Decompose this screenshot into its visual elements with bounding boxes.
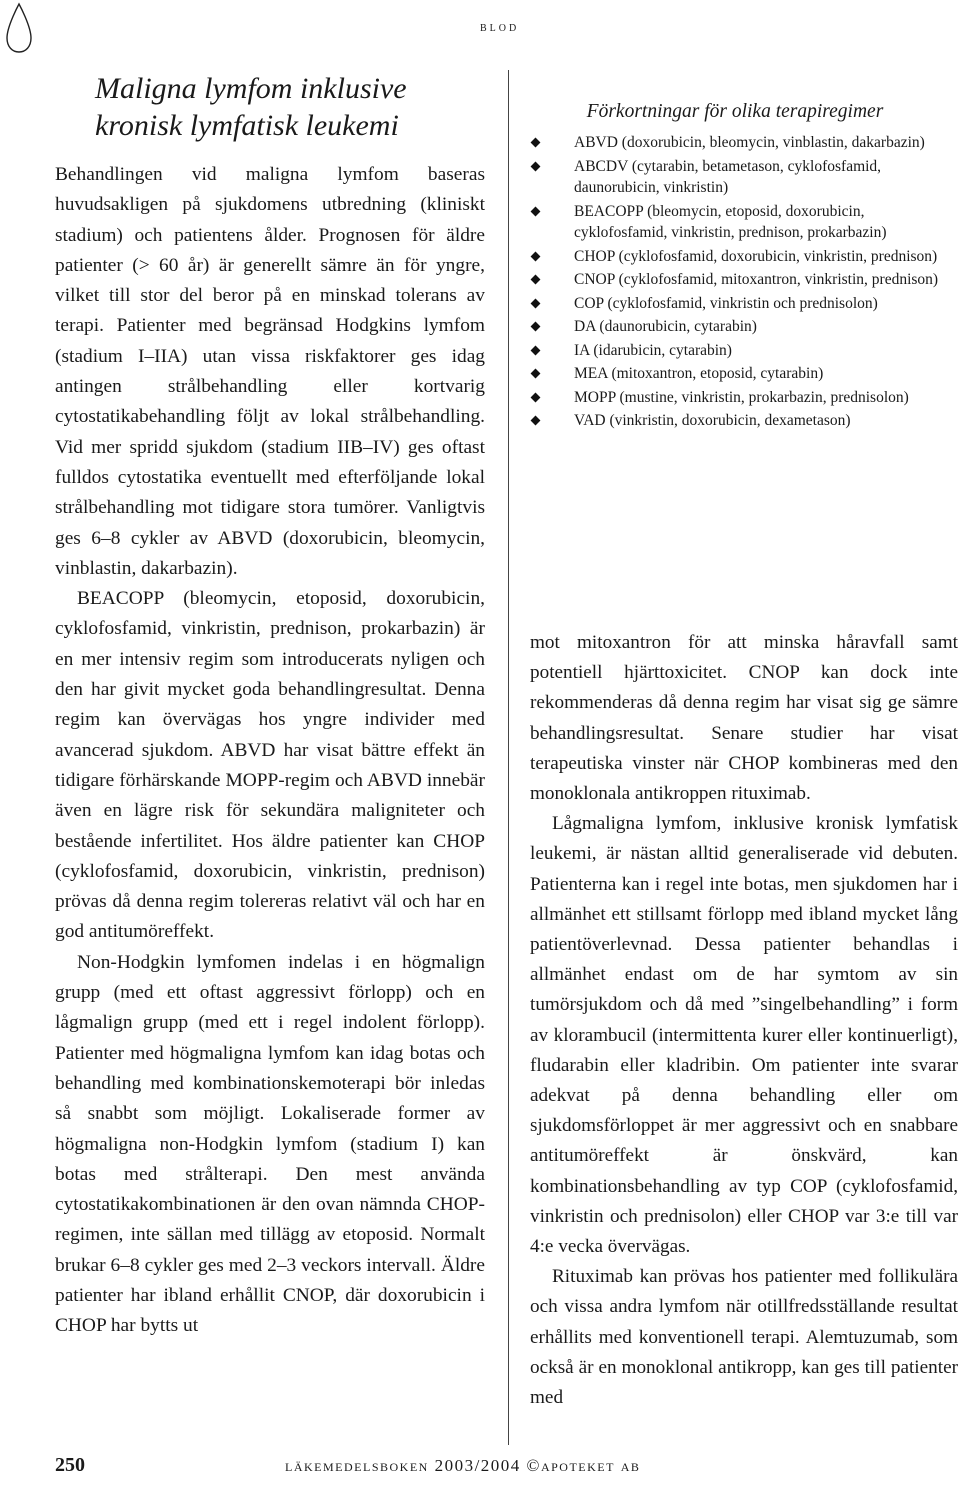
- list-item-text: MOPP (mustine, vinkristin, prokarbazin, prednisolon): [574, 388, 909, 406]
- diamond-icon: [531, 138, 541, 148]
- list-item: [530, 156, 940, 199]
- publication-credit: läkemedelsboken 2003/2004 ©apoteket ab: [285, 1456, 641, 1475]
- diamond-icon: [531, 161, 541, 171]
- body-paragraph: BEACOPP (bleomycin, etoposid, doxorubicin, cyklofosfamid, vinkristin, prednison, prokarbazin) är en mer intensiv regim som introducerats nyligen och den har givit mycket goda behandlingresultat. Denna regim kan övervägas hos yngre individer med avancerad sjukdom. ABVD har visat bättre effekt än tidigare förhärskande MOPP-regim och ABVD innebär även en lägre risk för sekundära maligniteter och bestående infertilitet. Hos äldre patienter kan CHOP (cyklofosfamid, doxorubicin, vinkristin, prednison) prövas då denna regim tolereras relativt väl och har en god antitumöreffekt.: [55, 588, 485, 943]
- list-item: [530, 363, 940, 385]
- section-title: [95, 70, 485, 144]
- diamond-icon: [531, 251, 541, 261]
- abbreviations-title: Förkortningar för olika terapiregimer: [586, 101, 884, 122]
- list-item-text: ABCDV (cytarabin, betametason, cyklofosfamid, daunorubicin, vinkristin): [574, 157, 882, 196]
- list-item-text: IA (idarubicin, cytarabin): [574, 341, 732, 359]
- diamond-icon: [531, 298, 541, 308]
- section-title-line-2: kronisk lymfatisk leukemi: [95, 109, 399, 142]
- right-column: [530, 628, 958, 1413]
- page-footer: [0, 1454, 960, 1482]
- page-number: 250: [55, 1454, 85, 1476]
- list-item-text: DA (daunorubicin, cytarabin): [574, 318, 757, 335]
- list-item: [530, 293, 940, 315]
- body-paragraph: Rituximab kan prövas hos patienter med follikulära och vissa andra lymfom när otillfredsställande resultat erhållits med konventionell terapi. Alemtuzumab, som också är en monoklonal antikropp, kan ges till patienter med: [530, 1266, 958, 1409]
- list-item: [530, 246, 940, 268]
- diamond-icon: [531, 322, 541, 332]
- list-item: [530, 340, 940, 362]
- section-title-line-1: Maligna lymfom inklusive: [95, 72, 407, 105]
- list-item-text: COP (cyklofosfamid, vinkristin och prednisolon): [574, 294, 878, 312]
- list-item-text: CHOP (cyklofosfamid, doxorubicin, vinkristin, prednison): [574, 247, 938, 265]
- list-item: [530, 132, 940, 154]
- diamond-icon: [531, 416, 541, 426]
- body-paragraph: Non-Hodgkin lymfomen indelas i en högmalign grupp (med ett oftast aggressivt förlopp) och en lågmalign grupp (med ett i regel indolent förlopp). Patienter med högmaligna lymfom kan idag botas och behandling med kombinationskemoterapi bör inledas så snabbt som möjligt. Lokaliserade former av högmaligna non-Hodgkin lymfom (stadium I) kan botas med strålterapi. Den mest använda cytostatikakombinationen är den ovan nämnda CHOP-regimen, inte sällan med tillägg av etoposid. Normalt brukar 6–8 cykler ges med 2–3 veckors intervall. Äldre patienter har ibland erhållit CNOP, där doxorubicin i CHOP har bytts ut: [55, 951, 485, 1337]
- running-head: blod: [480, 20, 520, 35]
- column-divider: [508, 70, 509, 1445]
- list-item: [530, 387, 940, 409]
- list-item: [530, 316, 940, 338]
- body-paragraph: mot mitoxantron för att minska håravfall samt potentiell hjärttoxicitet. CNOP kan dock inte rekommenderas då denna regim har visat sig ge sämre behandlingsresultat. Senare studier har visat terapeutiska vinster när CHOP kombineras med den monoklonala antikroppen rituximab.: [530, 632, 958, 805]
- list-item: [530, 410, 940, 432]
- list-item-text: VAD (vinkristin, doxorubicin, dexametason): [574, 412, 851, 429]
- body-paragraph: Lågmaligna lymfom, inklusive kronisk lymfatisk leukemi, är nästan alltid generaliserade vid debuten. Patienterna kan i regel inte botas, men sjukdomen har i allmänhet ett stillsamt förlopp med ibland mycket lång patientöverlevnad. Dessa patienter behandlas i allmänhet endast om de har symtom av sin tumörsjukdom och då med ”singelbehandling” i form av klorambucil (intermittenta kurer eller kontinuerligt), fludarabin eller kladribin. Om patienter inte svarar adekvat på denna behandling eller om sjukdomsförloppet är mer aggressivt och en snabbare antitumöreffekt är önskvärd, kan kombinationsbehandling av typ COP (cyklofosfamid, vinkristin och prednisolon) eller CHOP var 3:e till var 4:e vecka övervägas.: [530, 813, 958, 1258]
- list-item-text: CNOP (cyklofosfamid, mitoxantron, vinkristin, prednison): [574, 271, 939, 288]
- list-item-text: MEA (mitoxantron, etoposid, cytarabin): [574, 365, 824, 382]
- abbreviations-list: [530, 132, 940, 432]
- list-item-text: ABVD (doxorubicin, bleomycin, vinblastin, dakarbazin): [574, 134, 925, 151]
- diamond-icon: [531, 275, 541, 285]
- list-item: [530, 201, 940, 244]
- list-item: [530, 269, 940, 291]
- diamond-icon: [531, 206, 541, 216]
- water-drop-icon: [4, 2, 34, 54]
- diamond-icon: [531, 345, 541, 355]
- abbreviations-box: [530, 100, 940, 434]
- list-item-text: BEACOPP (bleomycin, etoposid, doxorubicin, cyklofosfamid, vinkristin, prednison, prokarbazin): [574, 202, 887, 241]
- left-column: [55, 70, 485, 1342]
- body-paragraph: Behandlingen vid maligna lymfom baseras huvudsakligen på sjukdomens utbredning (kliniskt stadium) och patientens ålder. Prognosen för äldre patienter (> 60 år) är generellt sämre än för yngre, vilket till stor del beror på en minskad tolerans av terapi. Patienter med begränsad Hodgkins lymfom (stadium I–IIA) utan vissa riskfaktorer ges idag antingen strålbehandling eller kortvarig cytostatikabehandling följt av lokal strålbehandling. Vid mer spridd sjukdom (stadium IIB–IV) ges oftast fulldos cytostatika eventuellt med efterföljande lokal strålbehandling mot tidigare stora tumörer. Vanligtvis ges 6–8 cykler av ABVD (doxorubicin, bleomycin, vinblastin, dakarbazin).: [55, 164, 485, 579]
- diamond-icon: [531, 369, 541, 379]
- diamond-icon: [531, 392, 541, 402]
